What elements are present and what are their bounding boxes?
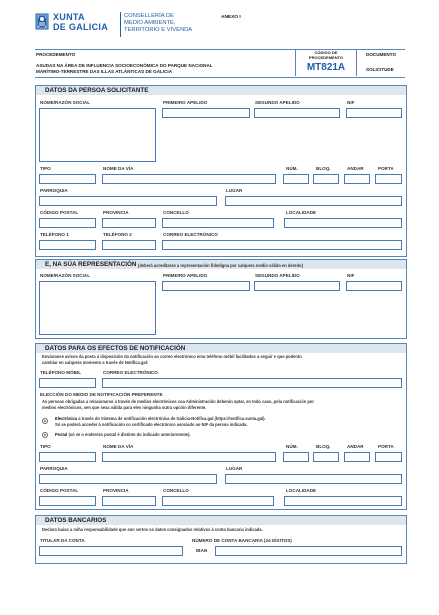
applicant-surname2-field[interactable] bbox=[254, 108, 340, 118]
applicant-andar-field[interactable] bbox=[344, 174, 370, 184]
applicant-postcode-label: CÓDIGO POSTAL bbox=[40, 210, 79, 215]
notif-street-label: NOME DA VÍA bbox=[103, 444, 134, 449]
notif-num-field[interactable] bbox=[283, 452, 309, 462]
notif-council-field[interactable] bbox=[162, 496, 274, 506]
notif-street-field[interactable] bbox=[102, 452, 276, 462]
bank-account-field[interactable] bbox=[215, 546, 402, 556]
applicant-andar-label: ANDAR bbox=[347, 166, 364, 171]
notification-electronic-radio[interactable] bbox=[42, 418, 48, 424]
notif-bloq-field[interactable] bbox=[313, 452, 339, 462]
applicant-parish-label: PARROQUIA bbox=[40, 188, 68, 193]
notification-postal-text: (só se o enderezo postal é distinto do indicado anteriormente). bbox=[68, 432, 191, 437]
applicant-name-field[interactable] bbox=[39, 108, 156, 162]
applicant-tipo-field[interactable] bbox=[39, 174, 96, 184]
applicant-place-field[interactable] bbox=[225, 196, 402, 206]
notif-andar-label: ANDAR bbox=[347, 444, 364, 449]
department-line3: TERRITORIO E VIVENDA bbox=[124, 27, 193, 34]
bank-section-title: DATOS BANCARIOS bbox=[45, 517, 107, 524]
notification-electronic-line1 bbox=[55, 417, 266, 422]
applicant-phone1-field[interactable] bbox=[39, 240, 96, 250]
notif-parish-label: PARROQUIA bbox=[40, 466, 68, 471]
procedure-label: PROCEDEMENTO bbox=[36, 52, 76, 57]
notif-tipo-label: TIPO bbox=[40, 444, 51, 449]
rep-nif-label: NIF bbox=[347, 273, 355, 278]
applicant-surname2-label: SEGUNDO APELIDO bbox=[255, 100, 300, 105]
representative-section-subtitle: (deberá acreditarse a representación fidedigna por calquera medio válido en dereito) bbox=[138, 263, 303, 268]
annex-label: ANEXO I bbox=[221, 15, 241, 20]
notification-intro-line1: Enviaranse avisos da posta á disposición da notificación ao correo electrónico e/ou teléfono móbil facilitados a seguir e que poderán bbox=[42, 354, 302, 359]
notif-porta-label: PORTA bbox=[378, 444, 394, 449]
applicant-email-label: CORREO ELECTRÓNICO bbox=[163, 232, 218, 237]
bank-holder-field[interactable] bbox=[39, 546, 183, 556]
applicant-nif-field[interactable] bbox=[346, 108, 402, 118]
applicant-tipo-label: TIPO bbox=[40, 166, 51, 171]
applicant-section-title: DATOS DA PERSOA SOLICITANTE bbox=[45, 87, 149, 94]
org-name-line1: XUNTA bbox=[53, 12, 85, 22]
department-name bbox=[124, 13, 192, 35]
rep-surname2-label: SEGUNDO APELIDO bbox=[255, 273, 300, 278]
applicant-num-field[interactable] bbox=[283, 174, 309, 184]
notif-council-label: CONCELLO bbox=[163, 488, 189, 493]
header-divider bbox=[120, 12, 121, 37]
notification-electronic-text: a través do Sistema de notificación electrónica de Galicia-Notifica.gal (https://notifica.xunta.gal). bbox=[78, 416, 266, 421]
notif-bloq-label: BLOQ. bbox=[316, 444, 331, 449]
applicant-council-field[interactable] bbox=[162, 218, 274, 228]
rep-surname2-field[interactable] bbox=[254, 281, 340, 291]
procedure-title-line2: MARÍTIMO-TERRESTRE DAS ILLAS ATLÁNTICAS DE GALICIA bbox=[36, 69, 173, 74]
notification-section-title: DATOS PARA OS EFECTOS DE NOTIFICACIÓN bbox=[45, 345, 186, 352]
notif-locality-field[interactable] bbox=[284, 496, 402, 506]
notification-intro-line2: cambiar en calquera momento a través de Notifica.gal: bbox=[42, 360, 149, 365]
rep-surname1-label: PRIMEIRO APELIDO bbox=[163, 273, 208, 278]
applicant-phone2-field[interactable] bbox=[102, 240, 156, 250]
applicant-num-label: NÚM. bbox=[286, 166, 298, 171]
notif-province-label: PROVINCIA bbox=[103, 488, 129, 493]
applicant-locality-label: LOCALIDADE bbox=[286, 210, 317, 215]
bank-iban-label: IBAN bbox=[196, 548, 208, 553]
notification-electronic-line2: Só se poderá acceder á notificación co certificado electrónico asociado ao NIF da persoa indicada. bbox=[55, 422, 248, 427]
applicant-province-label: PROVINCIA bbox=[103, 210, 129, 215]
rep-name-label: NOME/RAZÓN SOCIAL bbox=[40, 273, 91, 278]
notification-email-field[interactable] bbox=[102, 378, 402, 388]
procedure-code: MT821A bbox=[306, 62, 346, 73]
org-name-line2: DE GALICIA bbox=[53, 22, 109, 32]
applicant-parish-field[interactable] bbox=[39, 196, 217, 206]
rep-surname1-field[interactable] bbox=[162, 281, 250, 291]
notification-email-label: CORREO ELECTRÓNICO bbox=[103, 370, 158, 375]
notification-choice-note-line1: As persoas obrigadas a relacionarse a través de medios electrónicos coa Administración deberán optar, en todo caso, pola notificación por bbox=[42, 399, 314, 404]
notif-parish-field[interactable] bbox=[39, 474, 217, 484]
document-value: SOLICITUDE bbox=[366, 67, 394, 72]
procedure-title-line1: AXUDAS NA ÁREA DE INFLUENCIA SOCIOECONÓMICA DO PARQUE NACIONAL bbox=[36, 63, 213, 68]
applicant-porta-label: PORTA bbox=[378, 166, 394, 171]
applicant-street-field[interactable] bbox=[102, 174, 276, 184]
notification-electronic-label: Electrónica bbox=[55, 416, 78, 421]
notif-postcode-label: CÓDIGO POSTAL bbox=[40, 488, 79, 493]
notif-andar-field[interactable] bbox=[344, 452, 370, 462]
applicant-email-field[interactable] bbox=[162, 240, 402, 250]
procedure-code-label-line2: PROCEDEMENTO bbox=[308, 55, 344, 60]
applicant-council-label: CONCELLO bbox=[163, 210, 189, 215]
notif-porta-field[interactable] bbox=[375, 452, 402, 462]
department-line2: MEDIO AMBIENTE, bbox=[124, 20, 176, 27]
notification-mobile-label: TELÉFONO MÓBIL bbox=[40, 370, 82, 375]
applicant-bloq-label: BLOQ. bbox=[316, 166, 331, 171]
procedure-code-label-line1: CÓDIGO DE bbox=[314, 50, 338, 55]
representative-section-title: E, NA SÚA REPRESENTACIÓN bbox=[45, 261, 137, 268]
applicant-surname1-label: PRIMEIRO APELIDO bbox=[163, 100, 208, 105]
notification-choice-note-line2: medios electrónicos, sen que sexa válida para eles ningunha outra opción diferente. bbox=[42, 405, 207, 410]
applicant-name-label: NOME/RAZÓN SOCIAL bbox=[40, 100, 91, 105]
notif-place-label: LUGAR bbox=[226, 466, 243, 471]
bank-holder-label: TITULAR DA CONTA bbox=[40, 538, 85, 543]
applicant-postcode-field[interactable] bbox=[39, 218, 96, 228]
notification-postal-line bbox=[55, 433, 191, 438]
department-line1: CONSELLERÍA DE bbox=[124, 13, 174, 19]
bank-intro: Declaro baixo a miña responsabilidade que son certos os datos consignados relativos á conta bancaria indicada. bbox=[42, 527, 263, 532]
applicant-bloq-field[interactable] bbox=[313, 174, 339, 184]
rep-name-field[interactable] bbox=[39, 281, 156, 335]
applicant-street-label: NOME DA VÍA bbox=[103, 166, 134, 171]
notification-postal-radio[interactable] bbox=[42, 432, 48, 438]
notif-place-field[interactable] bbox=[225, 474, 402, 484]
applicant-locality-field[interactable] bbox=[284, 218, 402, 228]
applicant-surname1-field[interactable] bbox=[162, 108, 250, 118]
applicant-phone1-label: TELÉFONO 1 bbox=[40, 232, 69, 237]
bank-account-label: NÚMERO DE CONTA BANCARIA (24 DÍXITOS) bbox=[192, 538, 292, 543]
notif-tipo-field[interactable] bbox=[39, 452, 96, 462]
notification-postal-label: Postal bbox=[55, 432, 68, 437]
applicant-porta-field[interactable] bbox=[375, 174, 402, 184]
xunta-crest-icon bbox=[35, 13, 49, 30]
notif-postcode-field[interactable] bbox=[39, 496, 96, 506]
procedure-divider-2 bbox=[356, 49, 357, 76]
notif-province-field[interactable] bbox=[102, 496, 156, 506]
notification-mobile-field[interactable] bbox=[39, 378, 96, 388]
notif-num-label: NÚM. bbox=[286, 444, 298, 449]
applicant-place-label: LUGAR bbox=[226, 188, 243, 193]
applicant-nif-label: NIF bbox=[347, 100, 355, 105]
applicant-phone2-label: TELÉFONO 2 bbox=[103, 232, 132, 237]
rep-nif-field[interactable] bbox=[346, 281, 402, 291]
notif-locality-label: LOCALIDADE bbox=[286, 488, 317, 493]
notification-choice-title: ELECCIÓN DO MEDIO DE NOTIFICACIÓN PREFERENTE bbox=[40, 392, 163, 397]
applicant-province-field[interactable] bbox=[102, 218, 156, 228]
document-label: DOCUMENTO bbox=[366, 52, 397, 57]
